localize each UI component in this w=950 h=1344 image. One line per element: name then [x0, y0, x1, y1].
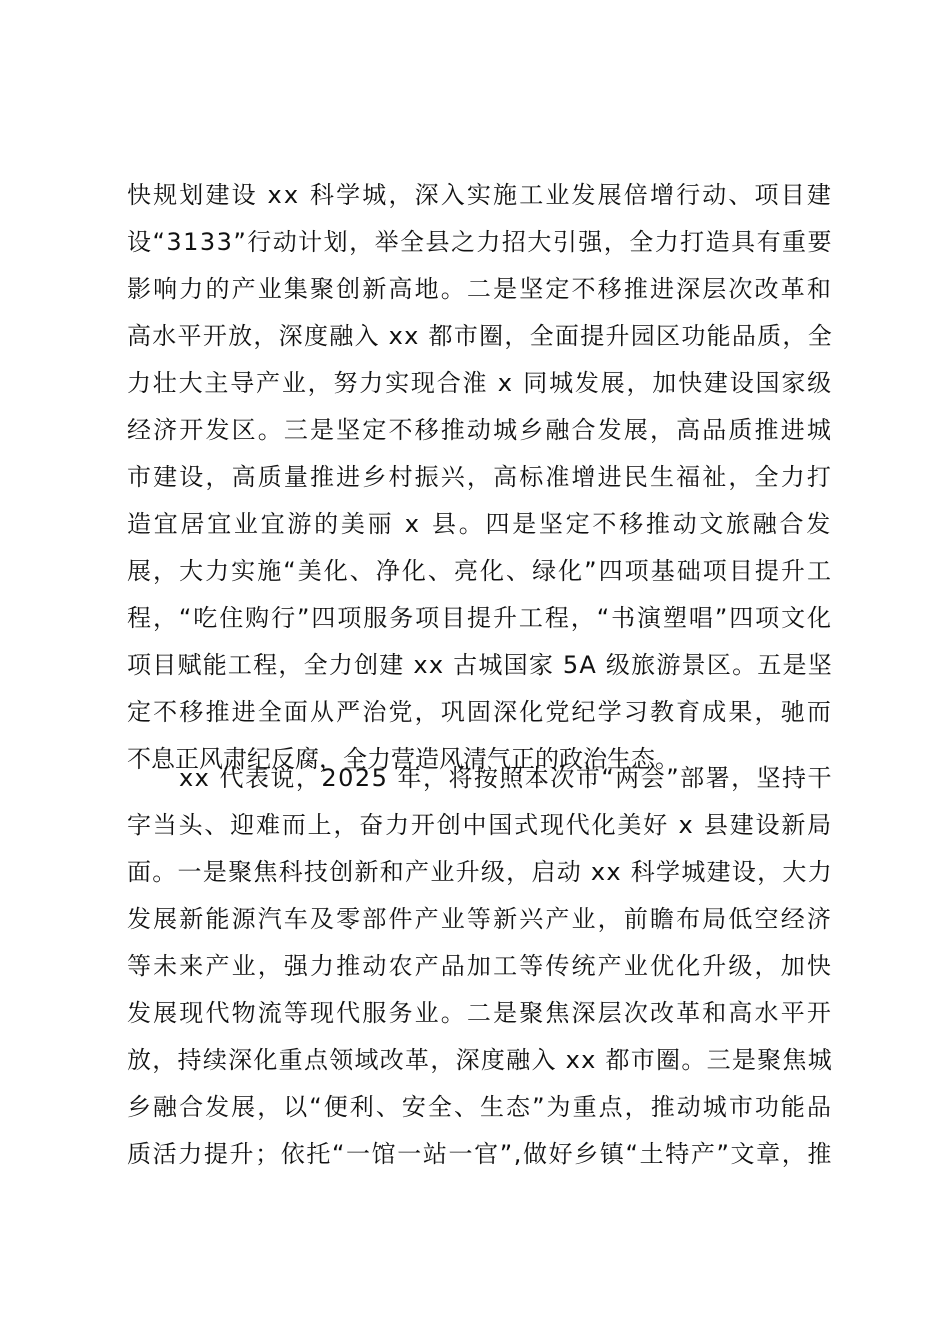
text-line: 不息正风肃纪反腐，全力营造风清气正的政治生态。: [127, 745, 679, 773]
text-line: 乡融合发展，以“便利、安全、生态”为重点，推动城市功能品: [127, 1093, 833, 1121]
text-line: 发展现代物流等现代服务业。二是聚焦深层次改革和高水平开: [127, 999, 833, 1027]
text-line: 项目赋能工程，全力创建 xx 古城国家 5A 级旅游景区。五是坚: [127, 651, 833, 679]
text-line: 程，“吃住购行”四项服务项目提升工程，“书演塑唱”四项文化: [127, 604, 833, 632]
text-line: 市建设，高质量推进乡村振兴，高标准增进民生福祉，全力打: [127, 463, 833, 491]
text-line: 影响力的产业集聚创新高地。二是坚定不移推进深层次改革和: [127, 275, 833, 303]
text-line: 质活力提升；依托“一馆一站一官”,做好乡镇“土特产”文章，推: [127, 1140, 833, 1168]
text-line: 等未来产业，强力推动农产品加工等传统产业优化升级，加快: [127, 952, 833, 980]
text-line: 高水平开放，深度融入 xx 都市圈，全面提升园区功能品质，全: [127, 322, 833, 350]
paragraph-2: [127, 755, 833, 1178]
text-line: 发展新能源汽车及零部件产业等新兴产业，前瞻布局低空经济: [127, 905, 833, 933]
text-line: 放，持续深化重点领域改革，深度融入 xx 都市圈。三是聚焦城: [127, 1046, 833, 1074]
text-line: 面。一是聚焦科技创新和产业升级，启动 xx 科学城建设，大力: [127, 858, 833, 886]
text-line: 定不移推进全面从严治党，巩固深化党纪学习教育成果，驰而: [127, 698, 833, 726]
text-line: 字当头、迎难而上，奋力开创中国式现代化美好 x 县建设新局: [127, 811, 833, 839]
text-line: 造宜居宜业宜游的美丽 x 县。四是坚定不移推动文旅融合发: [127, 510, 833, 538]
text-line: 经济开发区。三是坚定不移推动城乡融合发展，高品质推进城: [127, 416, 833, 444]
paragraph-1: [127, 172, 833, 783]
text-line: 力壮大主导产业，努力实现合淮 x 同城发展，加快建设国家级: [127, 369, 833, 397]
text-line: 展，大力实施“美化、净化、亮化、绿化”四项基础项目提升工: [127, 557, 833, 585]
text-line: 快规划建设 xx 科学城，深入实施工业发展倍增行动、项目建: [127, 181, 833, 209]
text-line-first: xx 代表说，2025 年，将按照本次市“两会”部署，坚持干: [179, 764, 833, 792]
text-line: 设“3133”行动计划，举全县之力招大引强，全力打造具有重要: [127, 228, 833, 256]
